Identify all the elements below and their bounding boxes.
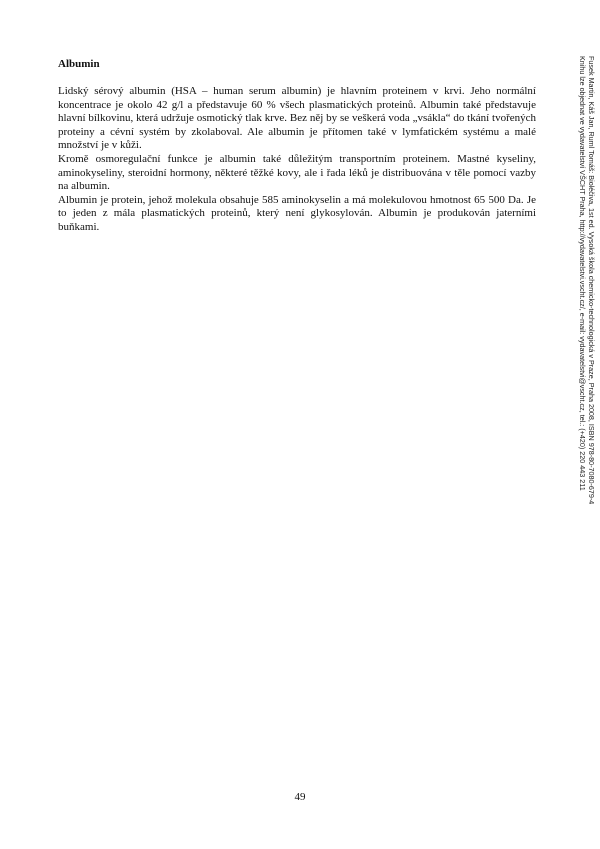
section-heading: Albumin — [58, 58, 100, 70]
page-number: 49 — [294, 791, 306, 803]
ordering-info-line: Knihu lze objednat ve vydavatelství VŠCHT Praha, http://vydavatelstvi.vscht.cz/, e-mail: vydavatelstvi@vscht.cz, tel.: (+420) 220 443 211 — [578, 56, 587, 491]
body-text — [58, 85, 536, 235]
citation-side-note — [559, 56, 596, 572]
paragraph: Kromě osmoregulační funkce je albumin také důležitým transportním proteinem. Mastné kyseliny, aminokyseliny, steroidní hormony, některé těžké kovy, ale i řada léků je distribuována v těle pomocí vazby na albumin. — [58, 152, 536, 193]
paragraph: Lidský sérový albumin (HSA – human serum albumin) je hlavním proteinem v krvi. Jeho normální koncentrace je okolo 42 g/l a představuje 60 % všech plasmatických proteinů. Albumin také představuje hlavní bílkovinu, která udržuje osmotický tlak krve. Bez něj by se veškerá voda „vsákla“ do tkání tvořených proteiny a cévní systém by zkolaboval. Ale albumin je přítomen také v lymfatickém systému a malé množství je v kůži. — [58, 85, 536, 152]
paragraph: Albumin je protein, jehož molekula obsahuje 585 aminokyselin a má molekulovou hmotnost 65 500 Da. Je to jeden z mála plasmatických proteinů, který není glykosylován. Albumin je produkován jaterními buňkami. — [58, 193, 536, 233]
citation-line: Fusek Martin, Káš Jan, Ruml Tomáš: Bioléčiva, 1st ed. Vysoká škola chemicko-technologická v Praze, Praha 2008, ISBN 978-80-7080-679-4 — [587, 56, 596, 505]
